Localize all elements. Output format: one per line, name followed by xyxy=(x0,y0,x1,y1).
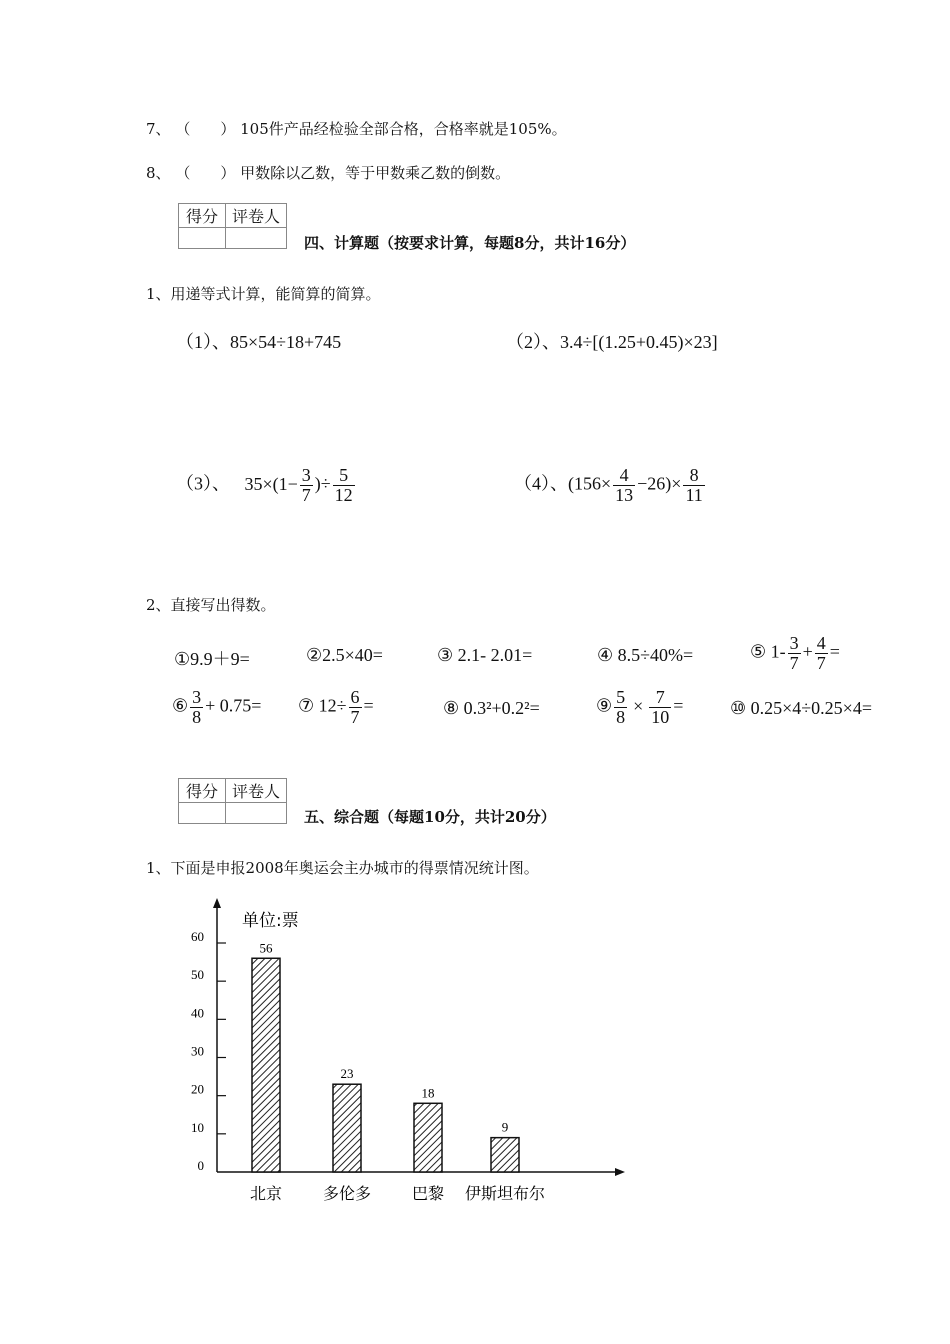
y-tick-label: 50 xyxy=(191,967,204,983)
answer-parens[interactable]: （ ） xyxy=(175,164,236,182)
score-header: 得分 xyxy=(179,779,226,803)
bar-value-label: 56 xyxy=(259,940,273,956)
problem-expression: 85×54÷18+745 xyxy=(230,332,342,352)
y-axis-arrow xyxy=(213,898,221,908)
fraction xyxy=(788,634,801,673)
expr-part: + 0.75= xyxy=(205,695,262,716)
bar-2 xyxy=(414,1103,442,1172)
fraction xyxy=(333,466,355,505)
numerator: 4 xyxy=(816,633,826,653)
denominator: 8 xyxy=(616,706,626,727)
bar-value-label: 9 xyxy=(501,1119,509,1135)
fraction xyxy=(683,466,704,505)
section-5-title: 五、综合题（每题10分，共计20分） xyxy=(304,808,556,826)
problem-label: （3）、 xyxy=(176,473,230,494)
bar-1 xyxy=(333,1084,361,1172)
denominator: 13 xyxy=(615,484,634,505)
oral-4: ④ 8.5÷40%= xyxy=(597,645,694,665)
numerator: 6 xyxy=(350,687,360,707)
problem-label: （1）、 xyxy=(176,332,230,352)
problem-2 xyxy=(506,328,718,354)
problem-label: （4）、 xyxy=(514,473,568,494)
item-text: 105件产品经检验全部合格，合格率就是105%。 xyxy=(240,120,567,138)
problem-4 xyxy=(514,466,707,505)
y-tick-label: 30 xyxy=(191,1043,204,1059)
denominator: 11 xyxy=(685,484,703,505)
numerator: 5 xyxy=(333,466,355,486)
numerator: 3 xyxy=(192,687,202,707)
expr-part: −26)× xyxy=(637,473,682,494)
question-2-prompt: 2、直接写出得数。 xyxy=(146,596,276,614)
score-cell[interactable] xyxy=(179,803,226,824)
expr-part: × xyxy=(633,695,644,716)
grader-cell[interactable] xyxy=(226,228,287,249)
expr-part: (156× xyxy=(568,473,612,494)
fraction xyxy=(349,688,362,727)
denominator: 7 xyxy=(301,484,311,505)
oral-10: ⑩ 0.25×4÷0.25×4= xyxy=(730,698,872,718)
item-text: 甲数除以乙数，等于甲数乘乙数的倒数。 xyxy=(240,164,511,182)
fraction xyxy=(614,688,627,727)
answer-parens[interactable]: （ ） xyxy=(175,120,236,138)
unit-label: 单位:票 xyxy=(242,911,299,931)
x-axis-arrow xyxy=(615,1168,625,1176)
fraction xyxy=(300,466,313,505)
y-tick-label: 20 xyxy=(191,1081,204,1097)
numerator: 5 xyxy=(616,687,626,707)
oral-2: ②2.5×40= xyxy=(306,645,383,665)
numerator: 7 xyxy=(649,688,671,708)
expr-part: ⑤ 1- xyxy=(750,641,786,662)
problem-label: （2）、 xyxy=(506,332,560,352)
bar-value-label: 23 xyxy=(340,1066,354,1082)
problem-1 xyxy=(176,328,341,354)
oral-7 xyxy=(298,688,374,727)
question-prompt: 1、下面是申报2008年奥运会主办城市的得票情况统计图。 xyxy=(146,859,539,877)
bar-0 xyxy=(252,958,280,1172)
fraction xyxy=(815,634,828,673)
y-tick-label: 10 xyxy=(191,1119,204,1135)
fraction xyxy=(613,466,635,505)
denominator: 7 xyxy=(350,706,360,727)
vote-bar-chart xyxy=(170,890,640,1210)
category-label: 伊斯坦布尔 xyxy=(464,1184,546,1203)
expr-part: 35×(1− xyxy=(244,473,298,494)
item-number: 8、 xyxy=(146,164,171,182)
bar-3 xyxy=(491,1138,519,1172)
numerator: 3 xyxy=(301,465,311,485)
section-4-title: 四、计算题（按要求计算，每题8分，共计16分） xyxy=(304,234,636,252)
numerator: 8 xyxy=(683,466,704,486)
oral-8: ⑧ 0.3²+0.2²= xyxy=(443,698,540,718)
expr-part: ⑦ 12÷ xyxy=(298,695,347,716)
score-cell[interactable] xyxy=(179,228,226,249)
expr-part: = xyxy=(673,695,684,716)
category-label: 多伦多 xyxy=(322,1184,372,1203)
y-tick-label: 0 xyxy=(197,1158,204,1173)
problem-3 xyxy=(176,466,357,505)
tf-item-7 xyxy=(146,118,567,139)
bar-value-label: 18 xyxy=(421,1085,435,1101)
problem-expression: 3.4÷[(1.25+0.45)×23] xyxy=(560,332,718,352)
tf-item-8 xyxy=(146,162,510,183)
fraction xyxy=(190,688,203,727)
category-label: 巴黎 xyxy=(411,1184,445,1203)
oral-6 xyxy=(172,688,261,727)
denominator: 7 xyxy=(816,652,826,673)
expr-part: = xyxy=(363,695,374,716)
score-box xyxy=(178,778,287,824)
denominator: 7 xyxy=(789,652,799,673)
y-tick-label: 60 xyxy=(191,929,204,944)
expr-part: ⑨ xyxy=(596,695,613,716)
grader-cell[interactable] xyxy=(226,803,287,824)
category-label: 北京 xyxy=(249,1184,283,1203)
grader-header: 评卷人 xyxy=(226,204,287,228)
numerator: 3 xyxy=(789,633,799,653)
expr-part: + xyxy=(802,641,813,662)
item-number: 7、 xyxy=(146,120,171,138)
oral-9 xyxy=(596,688,683,727)
expr-part: ⑥ xyxy=(172,695,189,716)
numerator: 4 xyxy=(613,466,635,486)
score-box xyxy=(178,203,287,249)
denominator: 12 xyxy=(334,484,353,505)
oral-5 xyxy=(750,634,840,673)
oral-3: ③ 2.1- 2.01= xyxy=(437,645,533,665)
y-tick-label: 40 xyxy=(191,1005,204,1021)
score-header: 得分 xyxy=(179,204,226,228)
denominator: 8 xyxy=(192,706,202,727)
expr-part: )÷ xyxy=(314,473,331,494)
expr-part: = xyxy=(829,641,840,662)
question-1-prompt: 1、用递等式计算，能简算的简算。 xyxy=(146,285,381,303)
oral-1: ①9.9＋9= xyxy=(174,649,250,669)
denominator: 10 xyxy=(651,706,670,727)
fraction xyxy=(649,688,671,727)
grader-header: 评卷人 xyxy=(226,779,287,803)
